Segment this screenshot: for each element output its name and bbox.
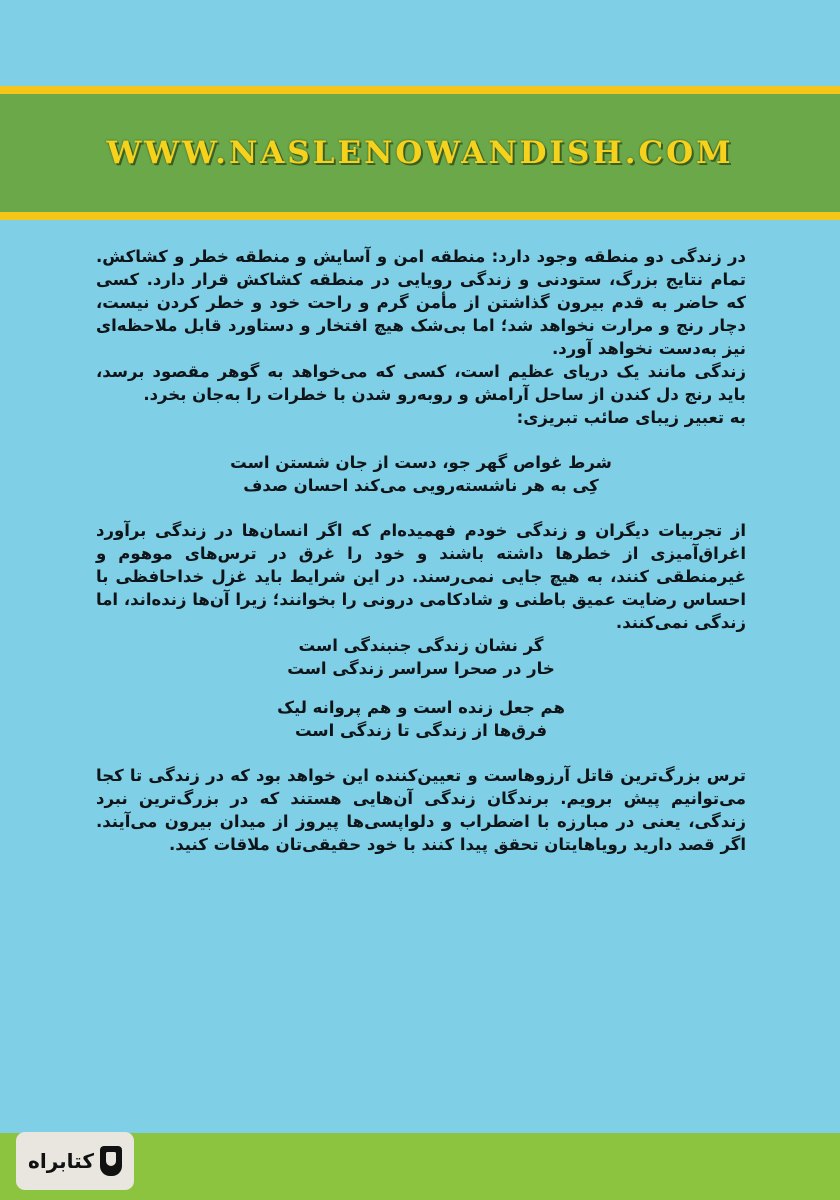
poem-line: خار در صحرا سراسر زندگی است [287, 659, 555, 678]
website-url[interactable]: WWW.NASLENOWANDISH.COM [106, 135, 734, 171]
poem-line: گر نشان زندگی جنبندگی است [298, 636, 544, 655]
ketabrah-logo[interactable] [16, 1132, 134, 1190]
paragraph-1: در زندگی دو منطقه وجود دارد: منطقه امن و آسایش و منطقه خطر و کشاکش. تمام نتایج بزرگ، ستودنی و زندگی رویایی در منطقه کشاکش قرار دارد. کسی که حاضر به قدم بیرون گذاشتن از مأمن گرم و راحت خود و خطر کردن نیست، دچار رنج و مرارت نخواهد شد؛ اما بی‌شک هیچ افتخار و دستاورد قابل ملاحظه‌ای نیز به‌دست نخواهد آورد. [96, 247, 746, 358]
poem-1 [96, 451, 746, 497]
paragraph-4: از تجربیات دیگران و زندگی خودم فهمیده‌ام که اگر انسان‌ها در زندگی برآورد اغراق‌آمیزی از خطرها داشته باشند و خود را غرق در ترس‌های موهوم و غیرمنطقی کنند، به هیچ جایی نمی‌رسند. در این شرایط باید غزل خداحافظی با احساس رضایت عمیق باطنی و شادکامی درونی را بخوانند؛ زیرا آن‌ها زنده‌اند، اما زندگی نمی‌کنند. [96, 521, 746, 632]
poem-line: شرط غواص گهر جو، دست از جان شستن است [230, 453, 612, 472]
paragraph-3: به تعبیر زیبای صائب تبریزی: [516, 408, 746, 427]
paragraph-5: ترس بزرگ‌ترین قاتل آرزوهاست و تعیین‌کننده این خواهد بود که در زندگی تا کجا می‌توانیم پیش برویم. برندگان زندگی آن‌هایی هستند که در بزرگ‌ترین نبرد زندگی، یعنی در مبارزه با اضطراب و دلواپسی‌ها پیروز از میدان بیرون می‌آیند. اگر قصد دارید رویاهایتان تحقق پیدا کنند با خود حقیقی‌تان ملاقات کنید. [96, 766, 746, 854]
poem-3 [96, 696, 746, 742]
article-body [96, 245, 746, 856]
poem-line: هم جعل زنده است و هم پروانه لیک [277, 698, 565, 717]
poem-line: فرق‌ها از زندگی تا زندگی است [294, 721, 548, 740]
poem-2 [96, 634, 746, 680]
paragraph-2: زندگی مانند یک دریای عظیم است، کسی که می‌خواهد به گوهر مقصود برسد، باید رنج دل کندن از ساحل آرامش و روبه‌رو شدن با خطرات را به‌جان بخرد. [96, 362, 746, 404]
header-band [0, 86, 840, 220]
logo-text: کتابراه [28, 1149, 94, 1173]
book-bookmark-icon [100, 1146, 122, 1176]
poem-line: کِی به هر ناشسته‌رویی می‌کند احسان صدف [243, 476, 599, 495]
